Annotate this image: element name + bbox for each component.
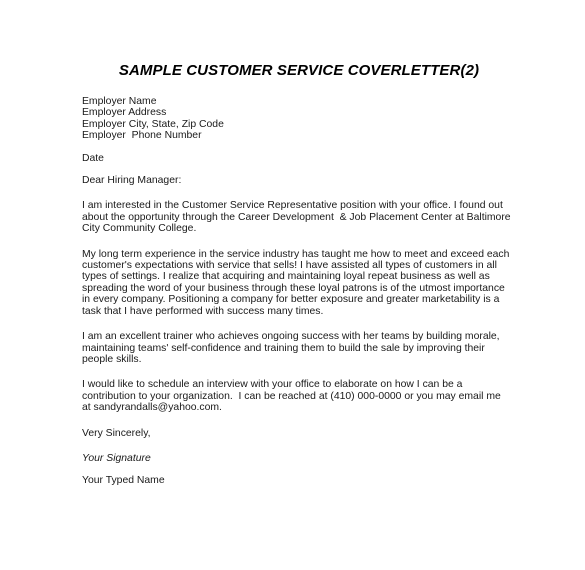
paragraph-line: My long term experience in the service industry has taught me how to meet and exceed each — [82, 248, 510, 260]
paragraph-line: contribution to your organization. I can be reached at (410) 000-0000 or you may email me — [82, 390, 501, 402]
salutation: Dear Hiring Manager: — [82, 175, 182, 187]
paragraph-line: customer's expectations with service that sells! I have assisted all types of customers in all — [82, 260, 497, 272]
employer-address: Employer Address — [82, 107, 167, 119]
employer-phone: Employer Phone Number — [82, 130, 202, 142]
paragraph-line: task that I have performed with success many times. — [82, 305, 324, 317]
letter-date: Date — [82, 152, 104, 164]
paragraph-line: at sandyrandalls@yahoo.com. — [82, 402, 222, 414]
paragraph-line: I am an excellent trainer who achieves ongoing success with her teams by building morale, — [82, 331, 500, 343]
letter-body — [82, 96, 522, 487]
closing: Very Sincerely, — [82, 427, 151, 439]
paragraph-line: about the opportunity through the Career Development & Job Placement Center at Baltimore — [82, 211, 511, 223]
paragraph-line: types of settings. I realize that acquiring and maintaining loyal repeat business as well as — [82, 271, 490, 283]
employer-name: Employer Name — [82, 96, 157, 107]
paragraph-line: people skills. — [82, 353, 142, 365]
typed-name: Your Typed Name — [82, 475, 165, 487]
paragraph-interest — [82, 200, 522, 234]
paragraph-line: I would like to schedule an interview with your office to elaborate on how I can be a — [82, 379, 463, 391]
employer-block — [82, 96, 522, 142]
paragraph-trainer — [82, 331, 522, 365]
paragraph-line: City Community College. — [82, 223, 197, 235]
paragraph-line: I am interested in the Customer Service Representative position with your office. I found out — [82, 200, 503, 212]
signature: Your Signature — [82, 452, 151, 464]
document-title: SAMPLE CUSTOMER SERVICE COVERLETTER(2) — [118, 62, 480, 79]
paragraph-line: maintaining teams' self-confidence and training them to build the sale by improving their — [82, 342, 485, 354]
paragraph-interview — [82, 379, 522, 413]
paragraph-line: in every company. Positioning a company for better exposure and greater marketability is a — [82, 294, 500, 306]
paragraph-line: spreading the word of your business through these loyal patrons is of the utmost importance — [82, 282, 505, 294]
employer-city: Employer City, State, Zip Code — [82, 118, 224, 130]
paragraph-experience — [82, 249, 522, 317]
